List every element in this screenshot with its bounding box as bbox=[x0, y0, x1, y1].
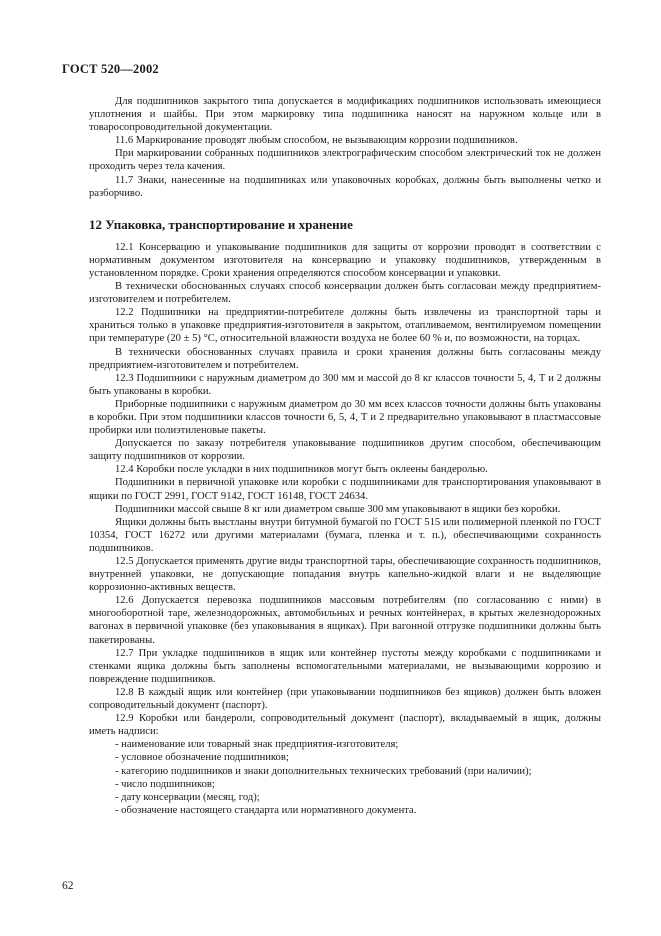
paragraph: Приборные подшипники с наружным диаметром до 30 мм всех классов точности должны быть упакованы в коробки. При этом подшипники классов точности 6, 5, 4, Т и 2 предварительно упаковывают в пластмассовые пробирки или полиэтиленовые пакеты. bbox=[89, 398, 601, 437]
page-number: 62 bbox=[62, 880, 74, 892]
paragraph: В технически обоснованных случаях правила и сроки хранения должны быть согласованы между предприятием-изготовителем и потребителем. bbox=[89, 346, 601, 371]
clause-12-1: 12.1 Консервацию и упаковывание подшипников для защиты от коррозии проводят в соответствии с нормативным документом изготовителя на консервацию и упаковку подшипников, утвержденным в установленном порядке. Сроки хранения определяются способом консервации и упаковки. bbox=[89, 241, 601, 279]
clause-12-8: 12.8 В каждый ящик или контейнер (при упаковывании подшипников без ящиков) должен быть вложен сопроводительный документ (паспорт). bbox=[89, 686, 601, 712]
paragraph: Ящики должны быть выстланы внутри битумной бумагой по ГОСТ 515 или полимерной пленкой по ГОСТ 10354, ГОСТ 16272 или другими материалами (бумага, пленка и т. п.), обеспечивающими сохранность подшипников. bbox=[89, 516, 601, 554]
list-item: - обозначение настоящего стандарта или нормативного документа. bbox=[115, 804, 417, 816]
clause-12-7: 12.7 При укладке подшипников в ящик или контейнер пустоты между коробками с подшипниками и стенками ящика должны быть заполнены вспомогательными материалами, не вызывающими коррозию и повреждение подшипников. bbox=[89, 647, 601, 685]
section-heading: 12 Упаковка, транспортирование и хранение bbox=[89, 216, 353, 232]
clause-12-6: 12.6 Допускается перевозка подшипников массовым потребителям (по согласованию с ними) в многооборотной таре, железнодорожных, автомобильных и речных контейнерах, в крытых железнодорожных вагонах в первичной упаковке (без упаковывания в ящиках). При вагонной отгрузке подшипники должны быть пакетированы. bbox=[89, 595, 601, 646]
clause-12-5: 12.5 Допускается применять другие виды транспортной тары, обеспечивающие сохранность подшипников, внутренней упаковки, не допускающие попадания внутрь капельно-жидкой влаги и не выделяющие коррозионно-активных веществ. bbox=[89, 556, 601, 594]
paragraph: Подшипники массой свыше 8 кг или диаметром свыше 300 мм упаковывают в ящики без коробки. bbox=[115, 503, 561, 515]
list-item: - число подшипников; bbox=[115, 778, 215, 790]
paragraph: Допускается по заказу потребителя упаковывание подшипников другим способом, обеспечивающим защиту подшипников от коррозии. bbox=[89, 438, 601, 463]
page-content bbox=[89, 95, 601, 817]
clause-12-9: 12.9 Коробки или бандероли, сопроводительный документ (паспорт), вкладываемый в ящик, должны иметь надписи: bbox=[89, 713, 601, 738]
inscription-list bbox=[89, 738, 601, 817]
clause-12-4: 12.4 Коробки после укладки в них подшипников могут быть оклеены бандеролью. bbox=[115, 464, 488, 476]
clause-12-3: 12.3 Подшипники с наружным диаметром до 300 мм и массой до 8 кг классов точности 5, 4, Т и 2 должны быть упакованы в коробки. bbox=[89, 372, 601, 397]
list-item: - наименование или товарный знак предприятия-изготовителя; bbox=[115, 739, 399, 751]
paragraph: Подшипники в первичной упаковке или коробки с подшипниками для транспортирования упаковывают в ящики по ГОСТ 2991, ГОСТ 9142, ГОСТ 16148, ГОСТ 24634. bbox=[89, 477, 601, 502]
list-item: - условное обозначение подшипников; bbox=[115, 752, 289, 764]
running-header: ГОСТ 520—2002 bbox=[62, 62, 159, 76]
clause-11-6: 11.6 Маркирование проводят любым способом, не вызывающим коррозии подшипников. bbox=[115, 135, 518, 147]
list-item: - категорию подшипников и знаки дополнительных технических требований (при наличии); bbox=[115, 765, 532, 777]
paragraph: В технически обоснованных случаях способ консервации должен быть согласован между предприятием-изготовителем и потребителем. bbox=[89, 281, 601, 306]
list-item: - дату консервации (месяц, год); bbox=[115, 791, 260, 803]
clause-12-2: 12.2 Подшипники на предприятии-потребителе должны быть извлечены из транспортной тары и храниться только в упаковке предприятия-изготовителя в закрытом, отапливаемом, вентилируемом помещении при температуре (20 ± 5) °С, относительной влажности воздуха не более 60 % и, по возможности, на торцах. bbox=[89, 307, 601, 345]
clause-11-7: 11.7 Знаки, нанесенные на подшипниках или упаковочных коробках, должны быть выполнены четко и разборчиво. bbox=[89, 174, 601, 199]
paragraph: Для подшипников закрытого типа допускается в модификациях подшипников использовать имеющиеся уплотнения и шайбы. При этом маркировку типа подшипника наносят на наружном кольце или в товаросопроводительной документации. bbox=[89, 96, 601, 134]
paragraph: При маркировании собранных подшипников электрографическим способом электрический ток не должен проходить через тела качения. bbox=[89, 148, 601, 173]
